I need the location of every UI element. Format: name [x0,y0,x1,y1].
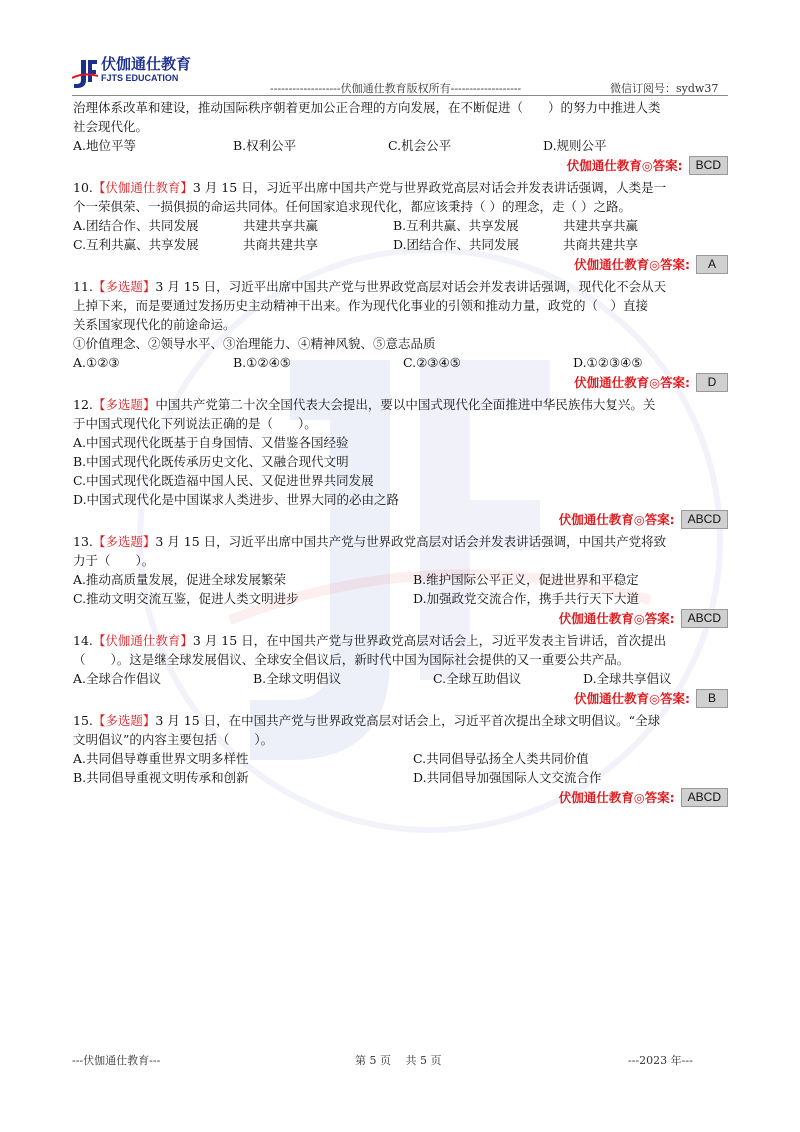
header-copyright: -------------------伏伽通仕教育版权所有------------------- [270,82,522,95]
q9-continuation-2: 社会现代化。 [73,119,149,134]
question-tag: 【伏伽通仕教育】 [92,633,193,648]
q10-stem-2: 个一荣俱荣、一损俱损的命运共同体。任何国家追求现代化，都应该秉持（ ）的理念，走（ ）之路。 [73,199,631,214]
q9-answer [73,155,728,175]
option: B.共同倡导重视文明传承和创新 [73,770,249,785]
answer-label: 伏伽通仕教育◎答案: [574,374,690,390]
option: C.全球互助倡议 [433,671,522,686]
option-detail: 共商共建共享 [243,237,319,252]
q11-stem [73,277,728,296]
option: D.规则公平 [543,138,607,153]
q10-options-row-1 [73,216,728,235]
question-text: 中国共产党第二十次全国代表大会提出，要以中国式现代化全面推进中华民族伟大复兴。关 [155,397,656,412]
logo-name-en: FJTS EDUCATION [101,73,179,83]
option-detail: 共建共享共赢 [563,218,639,233]
q12-stem-2: 于中国式现代化下列说法正确的是（ ）。 [73,416,317,431]
option: B.全球文明倡议 [253,671,342,686]
question-text: 3 月 15 日，习近平出席中国共产党与世界政党高层对话会并发表讲话强调，中国共产党将致 [155,534,667,549]
answer-label: 伏伽通仕教育◎答案: [558,789,675,805]
q15-answer [73,787,728,807]
answer-label: 伏伽通仕教育◎答案: [558,610,675,626]
question-text: 3 月 15 日，习近平出席中国共产党与世界政党高层对话会并发表讲话强调，人类是一 [192,180,667,195]
q13-options-row-2 [73,589,728,608]
q14-stem-2: （ ）。这是继全球发展倡议、全球安全倡议后，新时代中国为国际社会提供的又一重要公共产品。 [73,652,630,667]
brand-logo [72,56,191,90]
q13-answer [73,608,728,628]
question-number: 12. [73,397,93,412]
question-number: 15. [73,713,93,728]
q11-answer [73,372,728,392]
option: B.权利公平 [233,138,297,153]
q14-stem [73,631,728,650]
logo-jf-icon [72,56,98,90]
q15-options-row-1 [73,749,728,768]
header-divider [72,95,728,96]
header-wechat: 微信订阅号：sydw37 [610,82,719,95]
q9-options [73,136,728,155]
option: D.共同倡导加强国际人文交流合作 [413,770,602,785]
option: D.加强政党交流合作，携手共行天下大道 [413,591,640,606]
footer-page-number: 第 5 页 共 5 页 [355,1054,442,1067]
answer-value: BCD [689,156,728,175]
logo-name-cn: 伏伽通仕教育 [101,55,192,73]
option: B.①②④⑤ [233,355,291,370]
q11-options [73,353,728,372]
option: D.全球共享倡议 [583,671,672,686]
q11-stem-2: 上掉下来，而是要通过发扬历史主动精神干出来。作为现代化事业的引领和推动力量，政党的（ ）直接 [73,298,649,313]
question-number: 10. [73,180,93,195]
question-tag: 【多选题】 [92,279,156,294]
q13-stem-2: 力于（ ）。 [73,553,155,568]
question-list [73,98,728,810]
question-tag: 【多选题】 [92,713,156,728]
option: A.中国式现代化既基于自身国情、又借鉴各国经验 [73,435,349,450]
option: C.共同倡导弘扬全人类共同价值 [413,751,589,766]
q15-options-row-2 [73,768,728,787]
option: D.①②③④⑤ [573,355,643,370]
option: B.中国式现代化既传承历史文化、又融合现代文明 [73,454,349,469]
answer-value: B [696,689,728,708]
q15-stem-2: 文明倡议”的内容主要包括（ ）。 [73,732,274,747]
option-detail: 共商共建共享 [563,237,639,252]
question-number: 11. [73,279,93,294]
answer-value: ABCD [681,609,728,628]
q10-stem [73,178,728,197]
question-text: 3 月 15 日，在中国共产党与世界政党高层对话会上，习近平发表主旨讲话，首次提出 [192,633,667,648]
answer-value: D [696,373,728,392]
q14-options [73,669,728,688]
option: A.地位平等 [73,138,137,153]
option-detail: 共建共享共赢 [243,218,319,233]
option: D.中国式现代化是中国谋求人类进步、世界大同的必由之路 [73,492,400,507]
answer-label: 伏伽通仕教育◎答案: [566,157,683,173]
question-tag: 【多选题】 [92,397,156,412]
option: A.团结合作、共同发展 [73,218,199,233]
q13-stem [73,532,728,551]
answer-label: 伏伽通仕教育◎答案: [558,511,675,527]
option: A.推动高质量发展，促进全球发展繁荣 [73,572,287,587]
option: C.②③④⑤ [403,355,461,370]
option: C.机会公平 [388,138,452,153]
answer-value: ABCD [681,510,728,529]
option: C.互利共赢、共享发展 [73,237,199,252]
option: B.维护国际公平正义，促进世界和平稳定 [413,572,639,587]
option: A.①②③ [73,355,120,370]
option: A.全球合作倡议 [73,671,162,686]
q9-continuation: 治理体系改革和建设，推动国际秩序朝着更加公正合理的方向发展，在不断促进（ ）的努力中推进人类 [73,100,661,115]
question-tag: 【伏伽通仕教育】 [92,180,193,195]
q12-answer [73,509,728,529]
question-number: 13. [73,534,93,549]
q11-items: ①价值理念、②领导水平、③治理能力、④精神风貌、⑤意志品质 [73,336,436,351]
footer-left: ---伏伽通仕教育--- [72,1054,161,1067]
option: C.中国式现代化既造福中国人民、又促进世界共同发展 [73,473,374,488]
q10-answer [73,254,728,274]
option: A.共同倡导尊重世界文明多样性 [73,751,249,766]
question-tag: 【多选题】 [92,534,156,549]
footer-year: ---2023 年--- [628,1054,693,1067]
answer-value: ABCD [681,788,728,807]
q14-answer [73,688,728,708]
q12-stem [73,395,728,414]
question-text: 3 月 15 日，习近平出席中国共产党与世界政党高层对话会并发表讲话强调，现代化不会从天 [155,279,667,294]
q11-stem-3: 关系国家现代化的前途命运。 [73,317,236,332]
q15-stem [73,711,728,730]
question-text: 3 月 15 日，在中国共产党与世界政党高层对话会上，习近平首次提出全球文明倡议。“全球 [155,713,661,728]
q10-options-row-2 [73,235,728,254]
question-number: 14. [73,633,93,648]
answer-label: 伏伽通仕教育◎答案: [574,690,690,706]
answer-value: A [696,255,728,274]
option: C.推动文明交流互鉴，促进人类文明进步 [73,591,299,606]
option: D.团结合作、共同发展 [393,237,520,252]
answer-label: 伏伽通仕教育◎答案: [574,256,690,272]
option: B.互利共赢、共享发展 [393,218,519,233]
q13-options-row-1 [73,570,728,589]
